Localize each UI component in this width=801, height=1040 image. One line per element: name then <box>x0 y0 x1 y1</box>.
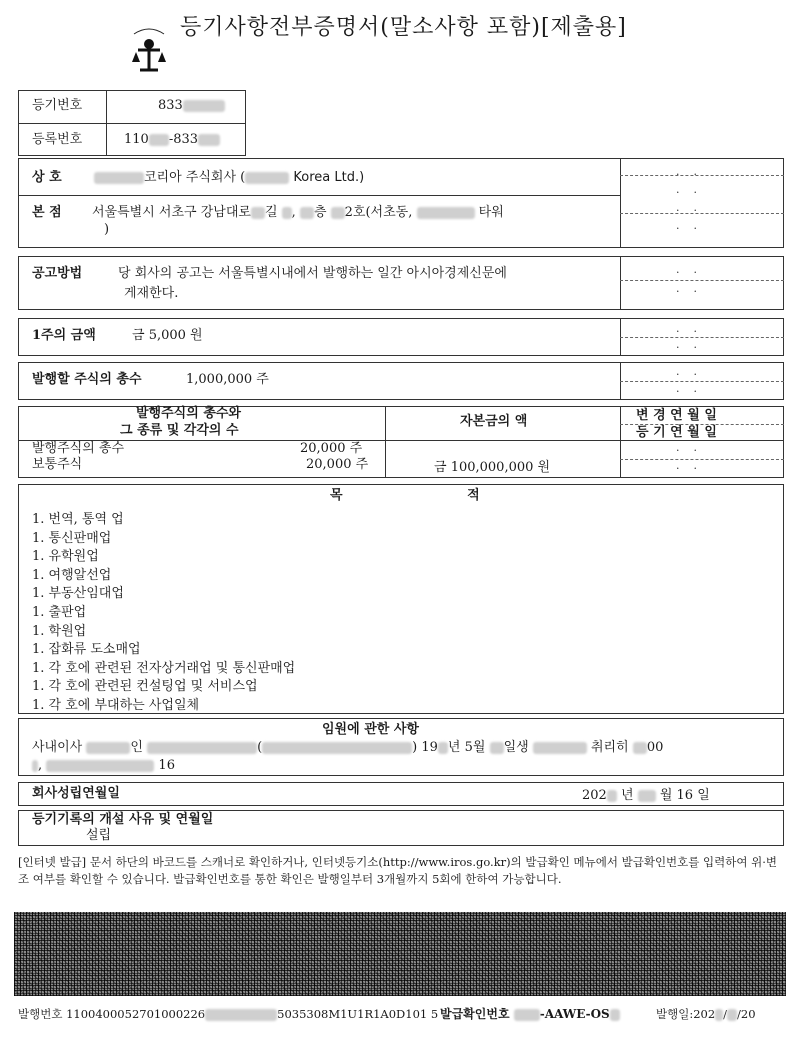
establishment-value: 202 년 월 16 일 <box>582 788 710 803</box>
public-notice-value-1: 당 회사의 공고는 서울특별시내에서 발행하는 일간 아시아경제신문에 <box>118 266 507 281</box>
authorized-shares-value: 1,000,000 주 <box>186 372 269 387</box>
purpose-item: 1. 각 호에 관련된 컨설팅업 및 서비스업 <box>32 679 258 695</box>
purpose-item: 1. 각 호에 부대하는 사업일체 <box>32 698 200 713</box>
purpose-item: 1. 번역, 통역 업 <box>32 512 124 527</box>
purpose-item: 1. 출판업 <box>32 605 87 620</box>
common-shares-value: 20,000 주 <box>306 457 369 472</box>
officers-header: 임원에 관한 사항 <box>322 722 419 737</box>
public-notice-value-2: 게재한다. <box>124 286 179 301</box>
purpose-item: 1. 각 호에 관련된 전자상거래업 및 통신판매업 <box>32 660 296 676</box>
capital-value: 금 100,000,000 원 <box>434 460 551 475</box>
change-date-header: 변 경 연 월 일 <box>636 408 717 423</box>
opening-value: 설립 <box>86 828 112 843</box>
registration-date-header: 등 기 연 월 일 <box>636 425 717 440</box>
officer-line-1: 사내이사 인 ( ) 19 년 5월 일생 취리히 00 <box>32 740 664 755</box>
registry-number-value: 833 <box>158 98 225 114</box>
establishment-label: 회사성립연월일 <box>32 786 120 801</box>
headquarters-label: 본 점 <box>32 205 62 220</box>
registration-number-value: 110 -833 <box>124 132 220 148</box>
purpose-item: 1. 잡화류 도소매업 <box>32 642 141 658</box>
capital-header: 자본금의 액 <box>460 414 528 429</box>
company-name-value: 코리아 주식회사 ( Korea Ltd.) <box>94 170 364 186</box>
purpose-item: 1. 부동산임대업 <box>32 586 124 602</box>
purpose-header: 목 적 <box>330 488 540 503</box>
shares-header-left-1: 발행주식의 총수와 <box>136 406 241 421</box>
issue-number: 발행번호 1100400052701000226 5035308M1U1R1A0D101 5 <box>18 1007 439 1021</box>
court-logo <box>126 22 172 74</box>
total-shares-label: 발행주식의 총수 <box>32 441 125 456</box>
security-barcode <box>14 912 786 996</box>
par-value-value: 금 5,000 원 <box>132 328 203 343</box>
confirmation-number: 발급확인번호 -AAWE-OS <box>440 1006 620 1022</box>
headquarters-value-cont: ) <box>104 222 110 237</box>
par-value-label: 1주의 금액 <box>32 328 96 343</box>
purpose-item: 1. 학원업 <box>32 623 87 639</box>
verification-note: [인터넷 발급] 문서 하단의 바코드를 스캐너로 확인하거나, 인터넷등기소(http://www.iros.go.kr)의 발급확인 메뉴에서 발급확인번호를 입력하여 위·변조 여부를 확인할 수 있습니다. 발급확인번호를 통한 확인은 발행일부터 3개월까지 5회에 한하여 가능합니다. <box>18 855 777 886</box>
public-notice-label: 공고방법 <box>32 266 83 281</box>
issue-date: 발행일:202 / /20 <box>656 1007 756 1021</box>
registry-number-label: 등기번호 <box>32 98 83 113</box>
authorized-shares-label: 발행할 주식의 총수 <box>32 372 142 387</box>
document-title: 등기사항전부증명서(말소사항 포함)[제출용] <box>180 15 627 40</box>
purpose-item: 1. 여행알선업 <box>32 567 112 583</box>
total-shares-value: 20,000 주 <box>300 441 363 456</box>
purpose-item: 1. 통신판매업 <box>32 530 112 546</box>
headquarters-value: 서울특별시 서초구 강남대로 길 , 층 2호(서초동, 타워 <box>92 205 504 220</box>
registration-number-label: 등록번호 <box>32 132 83 147</box>
opening-label: 등기기록의 개설 사유 및 연월일 <box>32 812 214 827</box>
purpose-item: 1. 유학원업 <box>32 549 99 565</box>
company-name-label: 상 호 <box>32 170 62 185</box>
shares-header-left-2: 그 종류 및 각각의 수 <box>120 423 239 438</box>
officer-line-2: , 16 <box>32 758 175 774</box>
common-shares-label: 보통주식 <box>32 457 83 472</box>
